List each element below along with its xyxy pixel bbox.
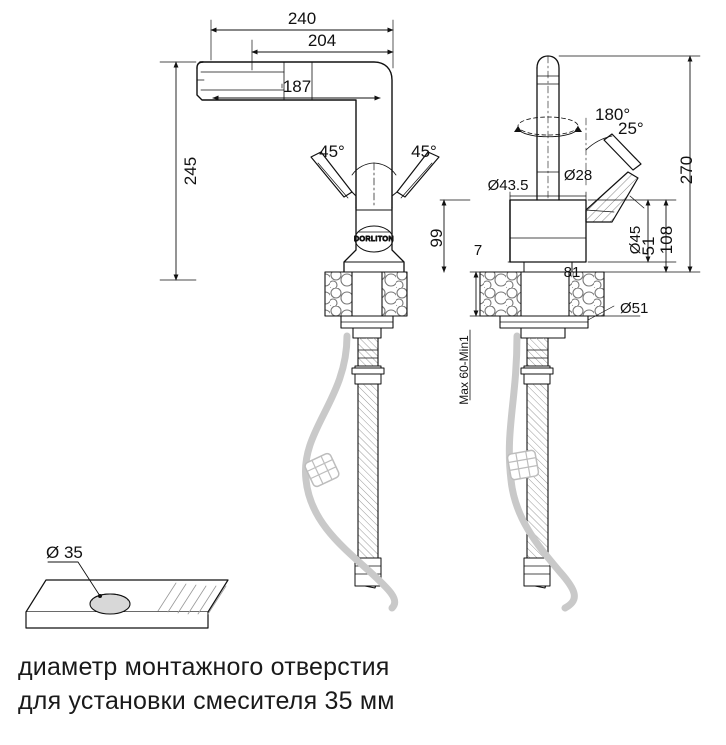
caption-line-2: для установки смесителя 35 мм xyxy=(18,687,395,715)
brand-logo: DORLITON xyxy=(353,236,395,243)
dim-overall-width: 240 xyxy=(287,9,317,28)
dim-angle-left: 45° xyxy=(319,142,345,161)
caption-line-1: диаметр монтажного отверстия xyxy=(18,653,390,681)
dim-diam-base: Ø43.5 xyxy=(487,177,529,194)
dim-spout-height: 99 xyxy=(427,228,446,248)
dim-base-thickness: 7 xyxy=(473,242,483,259)
dim-body-height-b: 108 xyxy=(657,225,676,255)
dim-total-height: 270 xyxy=(677,155,696,185)
note-install-depth: Max 60-Min1 xyxy=(457,335,471,405)
dim-diam-flange: Ø51 xyxy=(620,300,649,317)
dim-diam-handle: Ø45 xyxy=(627,225,644,255)
dim-inner-reach: 187 xyxy=(282,77,312,96)
dim-swivel-angle: 180° xyxy=(595,105,631,124)
dim-body-height-a: 51 xyxy=(639,236,658,256)
dim-overall-height: 245 xyxy=(181,156,200,186)
dim-spout-reach: 204 xyxy=(307,31,337,50)
dim-offset: 81 xyxy=(563,264,581,281)
dim-diam-spout: Ø28 xyxy=(563,167,593,184)
dim-angle-right: 45° xyxy=(411,142,437,161)
caption-block xyxy=(18,650,718,718)
dim-handle-angle: 25° xyxy=(618,119,644,138)
dim-mounting-hole-diameter: Ø 35 xyxy=(46,543,83,562)
